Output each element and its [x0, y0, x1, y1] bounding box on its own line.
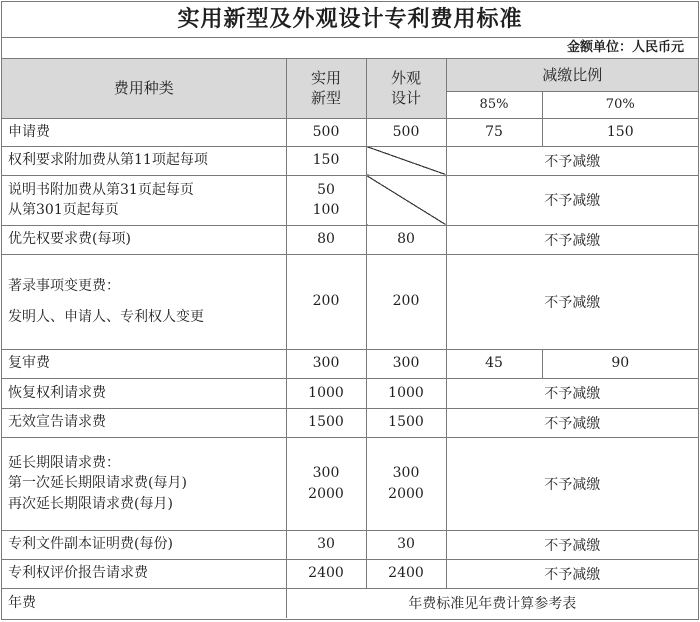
table-row [2, 175, 698, 225]
table-row [2, 146, 698, 175]
no-reduction-note: 不予减缴 [446, 378, 698, 408]
fee-name: 著录事项变更费： 发明人、申请人、专利权人变更 [2, 254, 286, 349]
table-row [2, 118, 698, 146]
no-reduction-note: 不予减缴 [446, 175, 698, 225]
not-applicable-diagonal [366, 146, 446, 175]
design-fee: 300 [366, 349, 446, 378]
fee-name: 申请费 [2, 118, 286, 146]
table-row [2, 378, 698, 408]
table-row [2, 559, 698, 588]
currency-unit-note: 金额单位：人民币元 [2, 38, 698, 59]
no-reduction-note: 不予减缴 [446, 225, 698, 254]
no-reduction-note: 不予减缴 [446, 254, 698, 349]
table-row [2, 437, 698, 530]
utility-fee: 2400 [286, 559, 366, 588]
table-row [2, 408, 698, 437]
utility-fee: 200 [286, 254, 366, 349]
fee-name: 优先权要求费(每项) [2, 225, 286, 254]
design-fee: 500 [366, 118, 446, 146]
fee-name: 无效宣告请求费 [2, 408, 286, 437]
table-row [2, 225, 698, 254]
utility-fee: 1000 [286, 378, 366, 408]
header-reduction-ratio: 减缴比例 [446, 59, 698, 91]
header-fee-type: 费用种类 [2, 59, 286, 118]
reduction-85: 75 [446, 118, 542, 146]
design-fee: 80 [366, 225, 446, 254]
no-reduction-note: 不予减缴 [446, 408, 698, 437]
fee-name: 年费 [2, 588, 286, 618]
utility-fee: 1500 [286, 408, 366, 437]
fee-name: 权利要求附加费从第11项起每项 [2, 146, 286, 175]
fee-name: 说明书附加费从第31页起每页 从第301页起每页 [2, 175, 286, 225]
no-reduction-note: 不予减缴 [446, 146, 698, 175]
no-reduction-note: 不予减缴 [446, 530, 698, 559]
reduction-85: 45 [446, 349, 542, 378]
utility-fee: 150 [286, 146, 366, 175]
table-row [2, 588, 698, 618]
utility-fee: 300 2000 [286, 437, 366, 530]
fee-name: 专利文件副本证明费(每份) [2, 530, 286, 559]
fee-name: 延长期限请求费： 第一次延长期限请求费(每月) 再次延长期限请求费(每月) [2, 437, 286, 530]
table-row [2, 254, 698, 349]
header-utility-model: 实用 新型 [286, 59, 366, 118]
design-fee: 300 2000 [366, 437, 446, 530]
reduction-70: 90 [542, 349, 698, 378]
header-70-percent: 70% [542, 91, 698, 118]
header-85-percent: 85% [446, 91, 542, 118]
utility-fee: 500 [286, 118, 366, 146]
fee-table [2, 59, 698, 618]
fee-name: 复审费 [2, 349, 286, 378]
page-title: 实用新型及外观设计专利费用标准 [2, 2, 698, 38]
fee-standard-document [1, 1, 699, 620]
utility-fee: 80 [286, 225, 366, 254]
no-reduction-note: 不予减缴 [446, 437, 698, 530]
design-fee: 30 [366, 530, 446, 559]
utility-fee: 30 [286, 530, 366, 559]
table-row [2, 530, 698, 559]
design-fee: 1500 [366, 408, 446, 437]
design-fee: 200 [366, 254, 446, 349]
header-design: 外观 设计 [366, 59, 446, 118]
design-fee: 1000 [366, 378, 446, 408]
design-fee: 2400 [366, 559, 446, 588]
fee-name: 专利权评价报告请求费 [2, 559, 286, 588]
annual-fee-note: 年费标准见年费计算参考表 [286, 588, 698, 618]
fee-name: 恢复权利请求费 [2, 378, 286, 408]
not-applicable-diagonal [366, 175, 446, 225]
utility-fee: 300 [286, 349, 366, 378]
table-row [2, 349, 698, 378]
reduction-70: 150 [542, 118, 698, 146]
no-reduction-note: 不予减缴 [446, 559, 698, 588]
table-header-row [2, 59, 698, 91]
utility-fee: 50 100 [286, 175, 366, 225]
